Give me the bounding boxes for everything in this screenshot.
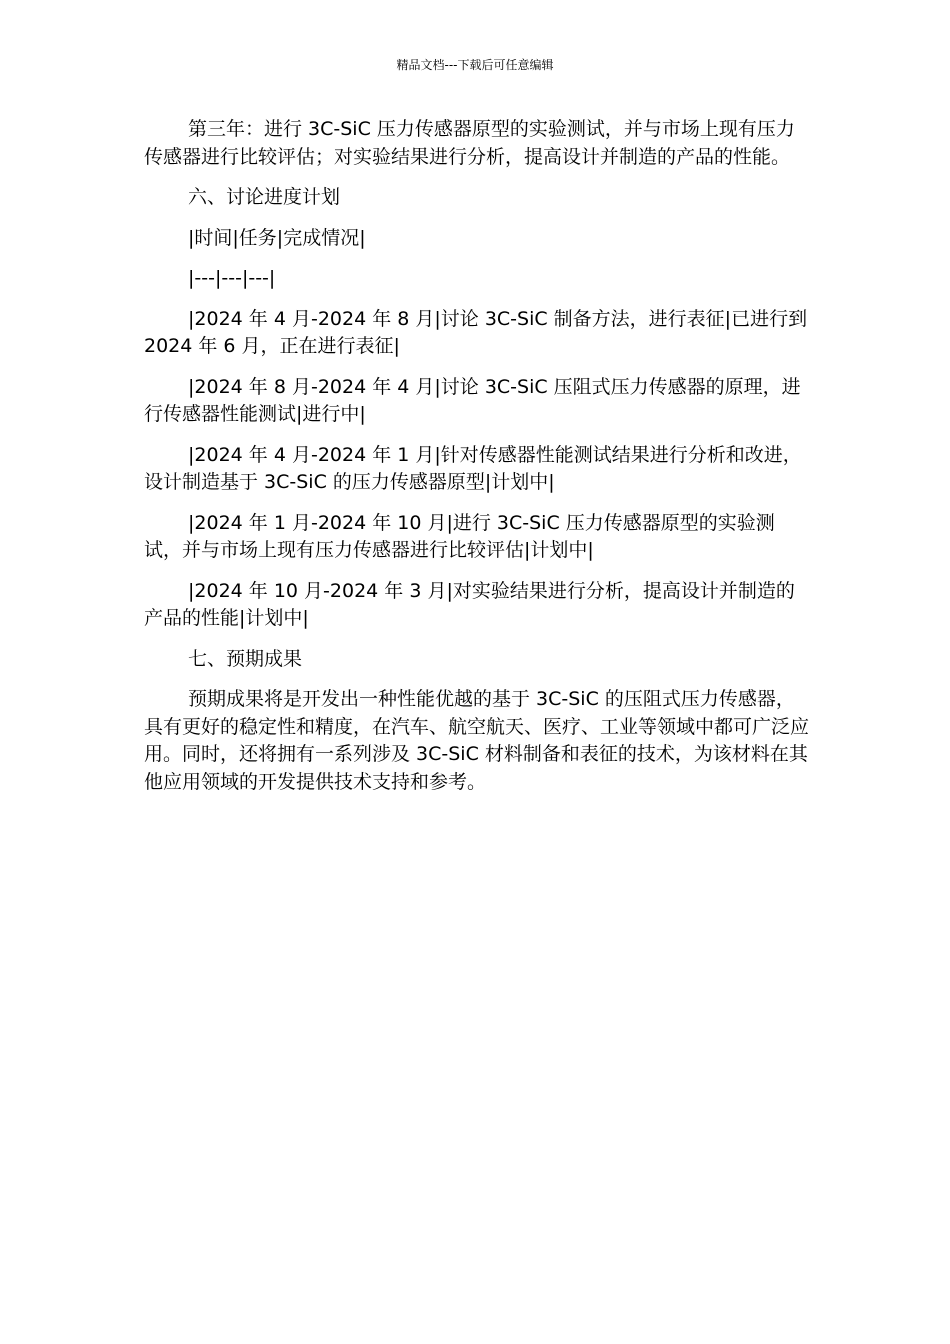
paragraph-expected-results: 预期成果将是开发出一种性能优越的基于 3C-SiC 的压阻式压力传感器，具有更好的稳定性和精度，在汽车、航空航天、医疗、工业等领域中都可广泛应用。同时，还将拥有一系列涉及 3C-SiC 材料制备和表征的技术，为该材料在其他应用领域的开发提供技术支持和参考。 [144,688,810,793]
table-header-row: |时间|任务|完成情况| [188,226,366,249]
paragraph-year-three-plan: 第三年：进行 3C-SiC 压力传感器原型的实验测试，并与市场上现有压力传感器进行比较评估；对实验结果进行分析，提高设计并制造的产品的性能。 [144,118,795,168]
document-body [144,116,809,809]
page-header: 精品文档---下载后可任意编辑 [396,58,554,72]
table-row: |2024 年 8 月-2024 年 4 月|讨论 3C-SiC 压阻式压力传感器的原理，进行传感器性能测试|进行中| [144,375,801,425]
table-row: |2024 年 1 月-2024 年 10 月|进行 3C-SiC 压力传感器原型的实验测试，并与市场上现有压力传感器进行比较评估|计划中| [144,511,775,561]
table-row: |2024 年 4 月-2024 年 1 月|针对传感器性能测试结果进行分析和改进，设计制造基于 3C-SiC 的压力传感器原型|计划中| [144,443,802,493]
table-row: |2024 年 4 月-2024 年 8 月|讨论 3C-SiC 制备方法，进行表征|已进行到 2024 年 6 月，正在进行表征| [144,307,808,357]
table-row: |2024 年 10 月-2024 年 3 月|对实验结果进行分析，提高设计并制造的产品的性能|计划中| [144,579,795,629]
section-heading-schedule: 六、讨论进度计划 [188,186,341,208]
section-heading-expected-results: 七、预期成果 [188,647,303,670]
table-separator-row: |---|---|---| [188,267,276,289]
